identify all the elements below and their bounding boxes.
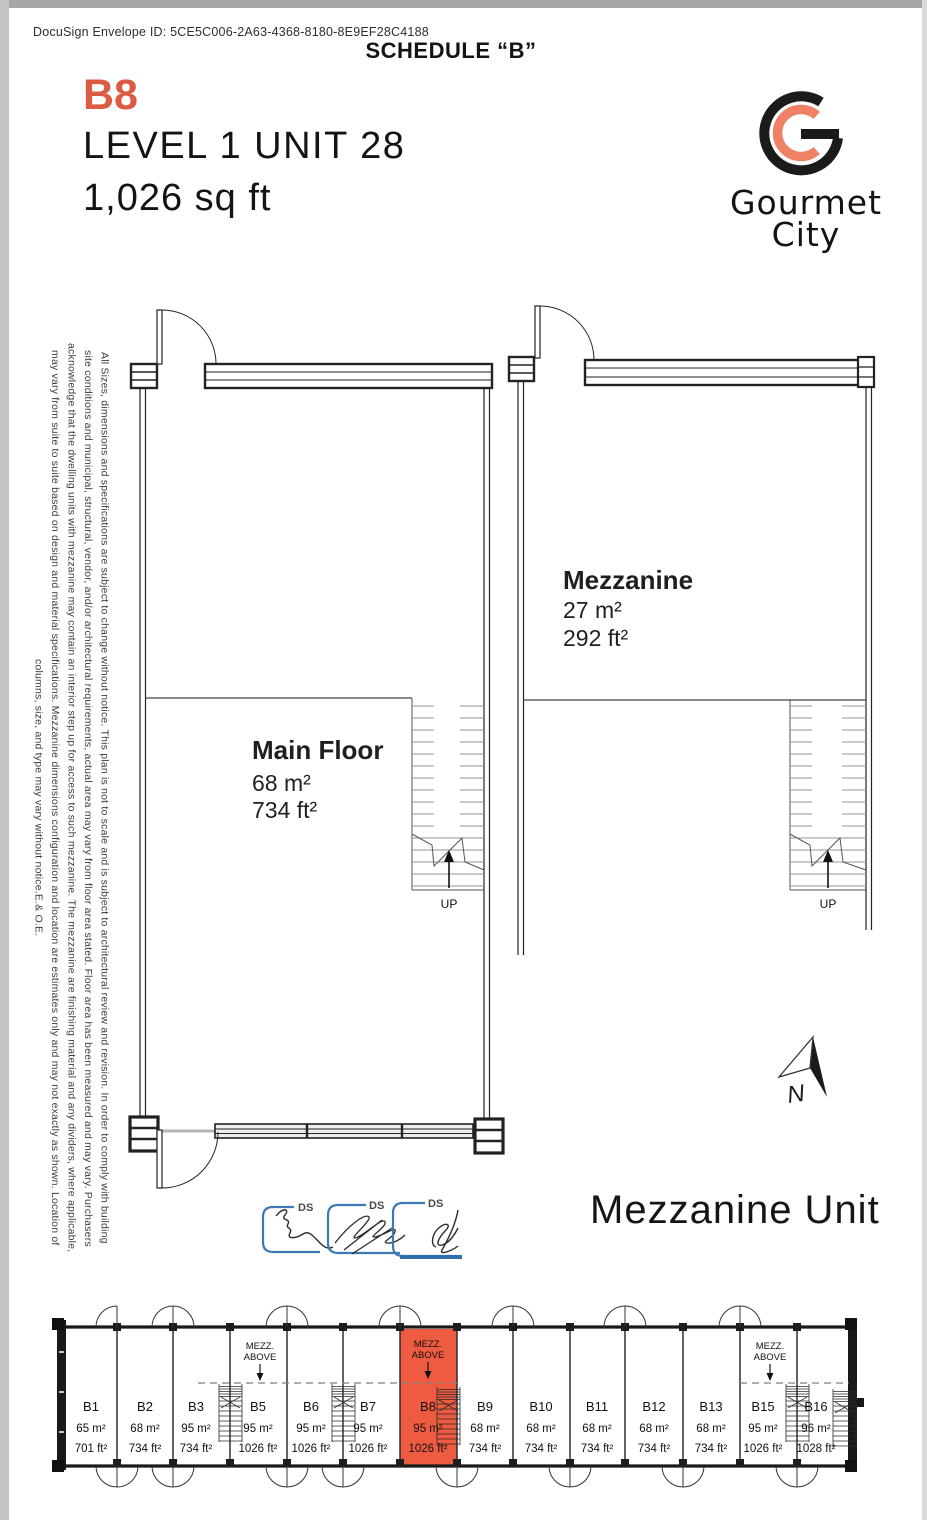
mezzanine-name: Mezzanine xyxy=(563,565,694,595)
logo-wordmark-line2: City xyxy=(771,215,841,254)
main-floor-stairs xyxy=(412,698,484,890)
svg-text:701 ft²: 701 ft² xyxy=(74,1443,108,1455)
svg-text:68 m²: 68 m² xyxy=(582,1423,612,1435)
door-swing-icon xyxy=(776,1466,818,1487)
svg-text:MEZZ.: MEZZ. xyxy=(245,1341,275,1352)
mezzanine-labels xyxy=(563,565,836,911)
svg-text:1026 ft²: 1026 ft² xyxy=(291,1443,331,1455)
mezz-above-callout-b5 xyxy=(244,1341,277,1381)
door-swing-icon xyxy=(266,1306,308,1327)
unit-cell-b2 xyxy=(129,1399,162,1455)
svg-text:1026 ft²: 1026 ft² xyxy=(348,1443,388,1455)
logo-wordmark-line1: Gourmet xyxy=(729,183,883,222)
unit-cell-b1 xyxy=(75,1399,108,1455)
svg-text:68 m²: 68 m² xyxy=(130,1423,160,1435)
unit-cell-b9 xyxy=(469,1399,502,1455)
svg-text:95 m²: 95 m² xyxy=(181,1423,211,1435)
svg-text:734 ft²: 734 ft² xyxy=(524,1443,558,1455)
unit-title: LEVEL 1 UNIT 28 xyxy=(83,125,406,167)
door-swing-icon xyxy=(266,1466,308,1487)
main-floor-area-m2: 68 m² xyxy=(252,770,311,796)
svg-text:65 m²: 65 m² xyxy=(76,1423,106,1435)
door-swing-icon xyxy=(662,1466,704,1487)
svg-text:B3: B3 xyxy=(188,1399,204,1414)
svg-text:96 m²: 96 m² xyxy=(801,1423,831,1435)
door-swing-icon xyxy=(719,1306,761,1327)
main-floor-up-label: UP xyxy=(440,897,458,911)
unit-cell-b3 xyxy=(180,1399,213,1455)
svg-text:1026 ft²: 1026 ft² xyxy=(238,1443,278,1455)
disclaimer-line: site conditions and municipal, structural, vendor, and/or architectural requirements, actual area may vary from floor area stated. Floor area has been measured and may vary. Purchasers xyxy=(82,349,94,1247)
svg-text:68 m²: 68 m² xyxy=(639,1423,669,1435)
unit-cell-b12 xyxy=(638,1399,671,1455)
svg-text:734 ft²: 734 ft² xyxy=(580,1443,614,1455)
door-swing-icon xyxy=(492,1306,534,1327)
svg-text:734 ft²: 734 ft² xyxy=(637,1443,671,1455)
svg-text:ABOVE: ABOVE xyxy=(753,1352,787,1363)
north-label: N xyxy=(785,1079,807,1109)
mezzanine-area-ft2: 292 ft² xyxy=(563,625,629,651)
unit-code: B8 xyxy=(83,71,138,119)
door-swing-icon xyxy=(152,1306,194,1327)
disclaimer-line: columns, size, and type may vary without notice.E.& O.E. xyxy=(32,659,45,937)
svg-text:B10: B10 xyxy=(529,1399,553,1414)
unit-cell-b6 xyxy=(292,1399,331,1455)
schedule-title: SCHEDULE “B” xyxy=(365,38,537,63)
main-floor-bottom-door xyxy=(157,1130,218,1188)
svg-text:1028 ft²: 1028 ft² xyxy=(796,1443,836,1455)
disclaimer-line: All Sizes, dimensions and specifications are subject to change without notice. This plan is not to scale and is subject to architectural review and revision. In order to comply with building xyxy=(98,352,111,1244)
main-floor-labels xyxy=(252,735,457,911)
door-swing-icon xyxy=(379,1306,421,1327)
plan-caption: Mezzanine Unit xyxy=(590,1188,880,1232)
svg-text:1026 ft²: 1026 ft² xyxy=(743,1443,783,1455)
svg-text:B15: B15 xyxy=(751,1399,775,1414)
svg-text:1026 ft²: 1026 ft² xyxy=(408,1443,448,1455)
svg-text:B16: B16 xyxy=(804,1399,828,1414)
docusign-envelope-id: DocuSign Envelope ID: 5CE5C006-2A63-4368-8180-8E9EF28C4188 xyxy=(33,25,429,39)
svg-text:MEZZ.: MEZZ. xyxy=(755,1341,785,1352)
svg-text:B2: B2 xyxy=(137,1399,153,1414)
svg-text:68 m²: 68 m² xyxy=(696,1423,726,1435)
svg-text:ABOVE: ABOVE xyxy=(411,1350,445,1361)
unit-cell-b15 xyxy=(744,1399,783,1455)
main-floor-area-ft2: 734 ft² xyxy=(252,797,318,823)
svg-text:95 m²: 95 m² xyxy=(748,1423,778,1435)
svg-text:95 m²: 95 m² xyxy=(296,1423,326,1435)
unit-cell-b7 xyxy=(349,1399,388,1455)
svg-text:95 m²: 95 m² xyxy=(413,1423,443,1435)
mezzanine-top-door xyxy=(535,306,594,360)
svg-text:MEZZ.: MEZZ. xyxy=(413,1339,443,1350)
handwritten-initials xyxy=(335,1216,405,1254)
svg-text:ABOVE: ABOVE xyxy=(243,1352,277,1363)
logo-gc-monogram-icon xyxy=(764,96,839,170)
disclaimer-line: may vary from suite to suite based on design and material specifications. Mezzanine dimensions configuration and location are estimates only and may not exactly as shown. Location of xyxy=(49,350,61,1246)
unit-cell-b10 xyxy=(525,1399,558,1455)
door-swing-icon xyxy=(322,1466,364,1487)
handwritten-initials xyxy=(433,1210,458,1253)
mezz-above-callout-b15 xyxy=(754,1341,787,1381)
door-swing-icon xyxy=(96,1466,138,1487)
unit-cell-b16 xyxy=(797,1399,836,1455)
svg-text:B9: B9 xyxy=(477,1399,493,1414)
signature-stamps xyxy=(263,1198,462,1257)
mezzanine-stairs xyxy=(790,700,866,890)
svg-text:68 m²: 68 m² xyxy=(470,1423,500,1435)
svg-text:B11: B11 xyxy=(585,1399,609,1414)
door-swing-icon xyxy=(604,1306,646,1327)
initials-stamp-3 xyxy=(393,1198,462,1257)
main-floor-top-door xyxy=(157,310,216,364)
svg-text:734 ft²: 734 ft² xyxy=(468,1443,502,1455)
initials-stamp-1 xyxy=(263,1202,333,1252)
svg-text:B13: B13 xyxy=(699,1399,723,1414)
unit-cell-b11 xyxy=(581,1399,614,1455)
unit-area: 1,026 sq ft xyxy=(83,177,272,219)
handwritten-initials xyxy=(276,1210,333,1248)
svg-text:B1: B1 xyxy=(83,1399,99,1414)
svg-text:734 ft²: 734 ft² xyxy=(179,1443,213,1455)
main-floor-name: Main Floor xyxy=(252,735,384,765)
svg-text:B5: B5 xyxy=(250,1399,266,1414)
svg-text:95 m²: 95 m² xyxy=(243,1423,273,1435)
svg-text:B8: B8 xyxy=(420,1399,436,1414)
ds-stamp-label: DS xyxy=(298,1202,314,1214)
svg-text:B7: B7 xyxy=(360,1399,376,1414)
svg-text:B6: B6 xyxy=(303,1399,319,1414)
svg-text:B12: B12 xyxy=(642,1399,666,1414)
unit-cell-b5 xyxy=(239,1399,278,1455)
svg-text:95 m²: 95 m² xyxy=(353,1423,383,1435)
mezzanine-area-m2: 27 m² xyxy=(563,597,622,623)
disclaimer-line: acknowledge that the dwelling units with mezzanine may contain an interior step up for access to such mezzanine. The mezzanine are finishing material and any dividers, where applicable, xyxy=(65,343,78,1253)
north-arrow-icon xyxy=(779,1037,827,1109)
door-swing-icon xyxy=(152,1466,194,1487)
svg-text:734 ft²: 734 ft² xyxy=(128,1443,162,1455)
mezzanine-up-label: UP xyxy=(819,897,837,911)
svg-text:68 m²: 68 m² xyxy=(526,1423,556,1435)
unit-cell-b13 xyxy=(695,1399,728,1455)
site-plan-strip xyxy=(52,1306,864,1487)
ds-stamp-label: DS xyxy=(369,1200,385,1212)
ds-stamp-label: DS xyxy=(428,1198,444,1210)
door-swing-icon xyxy=(436,1466,478,1487)
svg-text:734 ft²: 734 ft² xyxy=(694,1443,728,1455)
door-swing-icon xyxy=(549,1466,591,1487)
